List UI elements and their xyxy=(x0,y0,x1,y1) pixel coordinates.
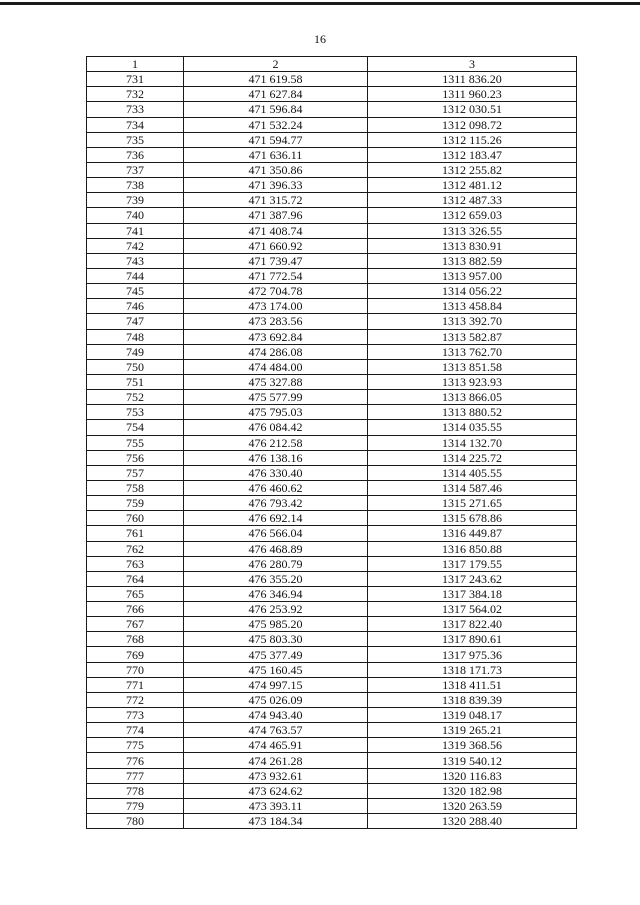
x-coordinate-cell: 476 355.20 xyxy=(184,571,368,586)
table-row xyxy=(87,359,577,374)
table-row xyxy=(87,814,577,829)
header-row xyxy=(87,57,577,72)
point-number-cell: 732 xyxy=(87,87,184,102)
point-number-cell: 766 xyxy=(87,602,184,617)
y-coordinate-cell: 1312 115.26 xyxy=(368,132,577,147)
table-row xyxy=(87,405,577,420)
y-coordinate-cell: 1312 255.82 xyxy=(368,162,577,177)
table-row xyxy=(87,738,577,753)
table-row xyxy=(87,541,577,556)
table-row xyxy=(87,162,577,177)
table-row xyxy=(87,511,577,526)
table-row xyxy=(87,571,577,586)
x-coordinate-cell: 471 396.33 xyxy=(184,178,368,193)
column-header-1: 1 xyxy=(87,57,184,72)
page-number: 16 xyxy=(314,32,326,46)
table-row xyxy=(87,450,577,465)
table-row xyxy=(87,480,577,495)
table-row xyxy=(87,132,577,147)
point-number-cell: 768 xyxy=(87,632,184,647)
point-number-cell: 735 xyxy=(87,132,184,147)
point-number-cell: 734 xyxy=(87,117,184,132)
table-row xyxy=(87,223,577,238)
y-coordinate-cell: 1312 183.47 xyxy=(368,147,577,162)
table-row xyxy=(87,299,577,314)
y-coordinate-cell: 1318 171.73 xyxy=(368,662,577,677)
y-coordinate-cell: 1313 880.52 xyxy=(368,405,577,420)
x-coordinate-cell: 476 330.40 xyxy=(184,465,368,480)
y-coordinate-cell: 1313 830.91 xyxy=(368,238,577,253)
x-coordinate-cell: 473 283.56 xyxy=(184,314,368,329)
point-number-cell: 736 xyxy=(87,147,184,162)
table-row xyxy=(87,72,577,87)
point-number-cell: 748 xyxy=(87,329,184,344)
table-row xyxy=(87,208,577,223)
point-number-cell: 751 xyxy=(87,374,184,389)
point-number-cell: 775 xyxy=(87,738,184,753)
x-coordinate-cell: 471 619.58 xyxy=(184,72,368,87)
table-row xyxy=(87,238,577,253)
y-coordinate-cell: 1319 540.12 xyxy=(368,753,577,768)
x-coordinate-cell: 473 932.61 xyxy=(184,768,368,783)
point-number-cell: 763 xyxy=(87,556,184,571)
table-row xyxy=(87,193,577,208)
x-coordinate-cell: 474 763.57 xyxy=(184,723,368,738)
x-coordinate-cell: 471 627.84 xyxy=(184,87,368,102)
point-number-cell: 756 xyxy=(87,450,184,465)
table-row xyxy=(87,677,577,692)
y-coordinate-cell: 1314 056.22 xyxy=(368,284,577,299)
x-coordinate-cell: 471 636.11 xyxy=(184,147,368,162)
y-coordinate-cell: 1318 839.39 xyxy=(368,692,577,707)
point-number-cell: 733 xyxy=(87,102,184,117)
point-number-cell: 774 xyxy=(87,723,184,738)
point-number-cell: 745 xyxy=(87,284,184,299)
table-row xyxy=(87,692,577,707)
point-number-cell: 758 xyxy=(87,480,184,495)
top-rule xyxy=(0,2,640,5)
table-row xyxy=(87,586,577,601)
x-coordinate-cell: 474 286.08 xyxy=(184,344,368,359)
table-row xyxy=(87,526,577,541)
x-coordinate-cell: 475 377.49 xyxy=(184,647,368,662)
x-coordinate-cell: 474 484.00 xyxy=(184,359,368,374)
point-number-cell: 773 xyxy=(87,708,184,723)
table-row xyxy=(87,662,577,677)
y-coordinate-cell: 1313 866.05 xyxy=(368,390,577,405)
table-row xyxy=(87,783,577,798)
table-row xyxy=(87,329,577,344)
table-row xyxy=(87,708,577,723)
y-coordinate-cell: 1320 263.59 xyxy=(368,798,577,813)
x-coordinate-cell: 471 387.96 xyxy=(184,208,368,223)
x-coordinate-cell: 476 692.14 xyxy=(184,511,368,526)
point-number-cell: 743 xyxy=(87,253,184,268)
point-number-cell: 749 xyxy=(87,344,184,359)
point-number-cell: 764 xyxy=(87,571,184,586)
x-coordinate-cell: 476 566.04 xyxy=(184,526,368,541)
table-row xyxy=(87,178,577,193)
y-coordinate-cell: 1314 587.46 xyxy=(368,480,577,495)
x-coordinate-cell: 473 692.84 xyxy=(184,329,368,344)
column-header-2: 2 xyxy=(184,57,368,72)
point-number-cell: 760 xyxy=(87,511,184,526)
table-row xyxy=(87,87,577,102)
point-number-cell: 754 xyxy=(87,420,184,435)
table-row xyxy=(87,102,577,117)
y-coordinate-cell: 1313 957.00 xyxy=(368,268,577,283)
table-row xyxy=(87,465,577,480)
y-coordinate-cell: 1319 368.56 xyxy=(368,738,577,753)
y-coordinate-cell: 1313 923.93 xyxy=(368,374,577,389)
y-coordinate-cell: 1320 182.98 xyxy=(368,783,577,798)
x-coordinate-cell: 473 174.00 xyxy=(184,299,368,314)
point-number-cell: 742 xyxy=(87,238,184,253)
table-row xyxy=(87,632,577,647)
x-coordinate-cell: 473 624.62 xyxy=(184,783,368,798)
point-number-cell: 779 xyxy=(87,798,184,813)
table-row xyxy=(87,435,577,450)
y-coordinate-cell: 1311 960.23 xyxy=(368,87,577,102)
point-number-cell: 762 xyxy=(87,541,184,556)
table-row xyxy=(87,117,577,132)
table-row xyxy=(87,420,577,435)
x-coordinate-cell: 475 026.09 xyxy=(184,692,368,707)
y-coordinate-cell: 1313 582.87 xyxy=(368,329,577,344)
x-coordinate-cell: 471 739.47 xyxy=(184,253,368,268)
point-number-cell: 741 xyxy=(87,223,184,238)
y-coordinate-cell: 1311 836.20 xyxy=(368,72,577,87)
table-row xyxy=(87,647,577,662)
table-row xyxy=(87,723,577,738)
y-coordinate-cell: 1317 384.18 xyxy=(368,586,577,601)
y-coordinate-cell: 1314 405.55 xyxy=(368,465,577,480)
x-coordinate-cell: 476 460.62 xyxy=(184,480,368,495)
y-coordinate-cell: 1314 035.55 xyxy=(368,420,577,435)
y-coordinate-cell: 1317 975.36 xyxy=(368,647,577,662)
x-coordinate-cell: 475 795.03 xyxy=(184,405,368,420)
table-row xyxy=(87,556,577,571)
point-number-cell: 778 xyxy=(87,783,184,798)
point-number-cell: 777 xyxy=(87,768,184,783)
y-coordinate-cell: 1312 659.03 xyxy=(368,208,577,223)
x-coordinate-cell: 476 212.58 xyxy=(184,435,368,450)
x-coordinate-cell: 471 594.77 xyxy=(184,132,368,147)
point-number-cell: 744 xyxy=(87,268,184,283)
y-coordinate-cell: 1315 271.65 xyxy=(368,496,577,511)
table-row xyxy=(87,753,577,768)
point-number-cell: 776 xyxy=(87,753,184,768)
column-header-3: 3 xyxy=(368,57,577,72)
table-header xyxy=(87,57,577,72)
y-coordinate-cell: 1316 449.87 xyxy=(368,526,577,541)
point-number-cell: 746 xyxy=(87,299,184,314)
point-number-cell: 770 xyxy=(87,662,184,677)
point-number-cell: 767 xyxy=(87,617,184,632)
table-body xyxy=(87,72,577,829)
y-coordinate-cell: 1316 850.88 xyxy=(368,541,577,556)
point-number-cell: 739 xyxy=(87,193,184,208)
table-row xyxy=(87,344,577,359)
y-coordinate-cell: 1317 822.40 xyxy=(368,617,577,632)
y-coordinate-cell: 1317 564.02 xyxy=(368,602,577,617)
point-number-cell: 757 xyxy=(87,465,184,480)
x-coordinate-cell: 476 793.42 xyxy=(184,496,368,511)
y-coordinate-cell: 1312 098.72 xyxy=(368,117,577,132)
point-number-cell: 740 xyxy=(87,208,184,223)
x-coordinate-cell: 475 985.20 xyxy=(184,617,368,632)
x-coordinate-cell: 474 943.40 xyxy=(184,708,368,723)
x-coordinate-cell: 471 596.84 xyxy=(184,102,368,117)
table-row xyxy=(87,253,577,268)
point-number-cell: 761 xyxy=(87,526,184,541)
point-number-cell: 771 xyxy=(87,677,184,692)
point-number-cell: 738 xyxy=(87,178,184,193)
x-coordinate-cell: 475 327.88 xyxy=(184,374,368,389)
x-coordinate-cell: 471 408.74 xyxy=(184,223,368,238)
point-number-cell: 752 xyxy=(87,390,184,405)
x-coordinate-cell: 473 393.11 xyxy=(184,798,368,813)
y-coordinate-cell: 1314 132.70 xyxy=(368,435,577,450)
point-number-cell: 731 xyxy=(87,72,184,87)
y-coordinate-cell: 1314 225.72 xyxy=(368,450,577,465)
point-number-cell: 769 xyxy=(87,647,184,662)
x-coordinate-cell: 473 184.34 xyxy=(184,814,368,829)
y-coordinate-cell: 1317 890.61 xyxy=(368,632,577,647)
x-coordinate-cell: 471 532.24 xyxy=(184,117,368,132)
x-coordinate-cell: 474 997.15 xyxy=(184,677,368,692)
point-number-cell: 759 xyxy=(87,496,184,511)
table-row xyxy=(87,314,577,329)
table-row xyxy=(87,147,577,162)
table-row xyxy=(87,617,577,632)
y-coordinate-cell: 1313 762.70 xyxy=(368,344,577,359)
x-coordinate-cell: 475 160.45 xyxy=(184,662,368,677)
x-coordinate-cell: 476 138.16 xyxy=(184,450,368,465)
x-coordinate-cell: 475 577.99 xyxy=(184,390,368,405)
coordinates-table xyxy=(86,56,577,829)
table-row xyxy=(87,284,577,299)
table-row xyxy=(87,602,577,617)
y-coordinate-cell: 1318 411.51 xyxy=(368,677,577,692)
x-coordinate-cell: 474 465.91 xyxy=(184,738,368,753)
y-coordinate-cell: 1312 030.51 xyxy=(368,102,577,117)
x-coordinate-cell: 476 253.92 xyxy=(184,602,368,617)
point-number-cell: 780 xyxy=(87,814,184,829)
point-number-cell: 753 xyxy=(87,405,184,420)
y-coordinate-cell: 1319 048.17 xyxy=(368,708,577,723)
y-coordinate-cell: 1317 179.55 xyxy=(368,556,577,571)
y-coordinate-cell: 1313 851.58 xyxy=(368,359,577,374)
x-coordinate-cell: 472 704.78 xyxy=(184,284,368,299)
table-row xyxy=(87,390,577,405)
x-coordinate-cell: 476 468.89 xyxy=(184,541,368,556)
x-coordinate-cell: 471 350.86 xyxy=(184,162,368,177)
x-coordinate-cell: 471 315.72 xyxy=(184,193,368,208)
y-coordinate-cell: 1313 882.59 xyxy=(368,253,577,268)
x-coordinate-cell: 471 660.92 xyxy=(184,238,368,253)
x-coordinate-cell: 471 772.54 xyxy=(184,268,368,283)
y-coordinate-cell: 1319 265.21 xyxy=(368,723,577,738)
y-coordinate-cell: 1320 288.40 xyxy=(368,814,577,829)
table-row xyxy=(87,496,577,511)
table-row xyxy=(87,374,577,389)
point-number-cell: 750 xyxy=(87,359,184,374)
point-number-cell: 747 xyxy=(87,314,184,329)
point-number-cell: 755 xyxy=(87,435,184,450)
table-row xyxy=(87,768,577,783)
table-row xyxy=(87,268,577,283)
x-coordinate-cell: 475 803.30 xyxy=(184,632,368,647)
y-coordinate-cell: 1315 678.86 xyxy=(368,511,577,526)
x-coordinate-cell: 474 261.28 xyxy=(184,753,368,768)
y-coordinate-cell: 1313 392.70 xyxy=(368,314,577,329)
x-coordinate-cell: 476 084.42 xyxy=(184,420,368,435)
y-coordinate-cell: 1313 458.84 xyxy=(368,299,577,314)
x-coordinate-cell: 476 346.94 xyxy=(184,586,368,601)
y-coordinate-cell: 1312 487.33 xyxy=(368,193,577,208)
y-coordinate-cell: 1317 243.62 xyxy=(368,571,577,586)
point-number-cell: 765 xyxy=(87,586,184,601)
point-number-cell: 737 xyxy=(87,162,184,177)
x-coordinate-cell: 476 280.79 xyxy=(184,556,368,571)
y-coordinate-cell: 1320 116.83 xyxy=(368,768,577,783)
point-number-cell: 772 xyxy=(87,692,184,707)
y-coordinate-cell: 1313 326.55 xyxy=(368,223,577,238)
table-row xyxy=(87,798,577,813)
y-coordinate-cell: 1312 481.12 xyxy=(368,178,577,193)
